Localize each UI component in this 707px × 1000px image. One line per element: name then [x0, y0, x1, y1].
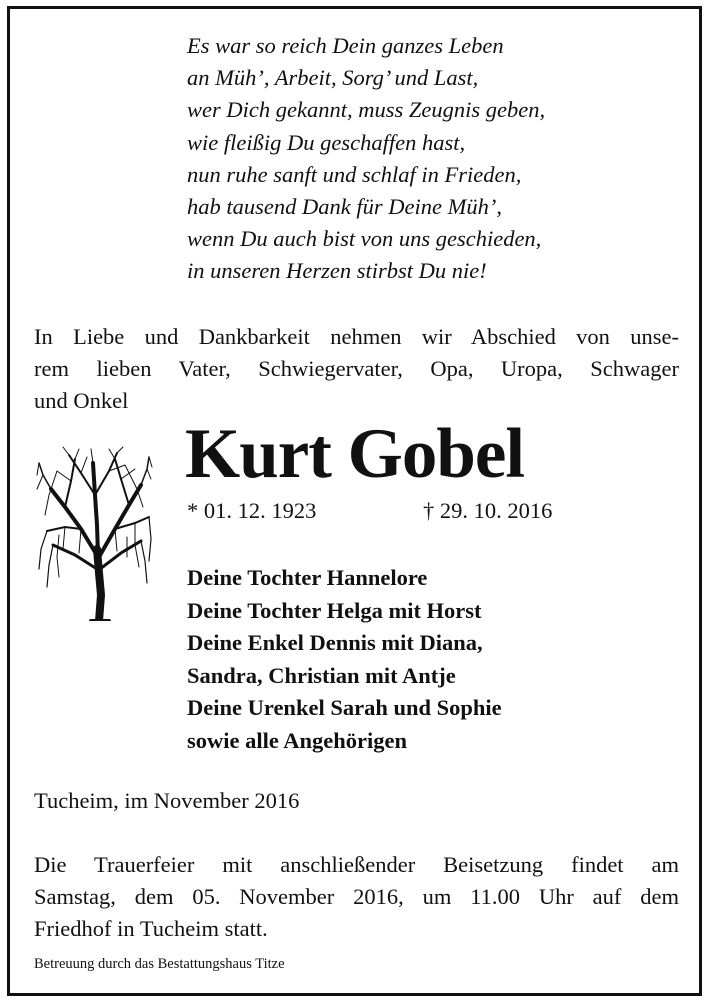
intro-line: In Liebe und Dankbarkeit nehmen wir Abschied von unse- [34, 324, 679, 349]
mourner-line: sowie alle Angehörigen [187, 727, 407, 753]
poem-line: hab tausend Dank für Deine Müh’, [187, 194, 502, 220]
place-date: Tucheim, im November 2016 [34, 788, 300, 813]
mourners-list [187, 562, 667, 758]
intro-line: rem lieben Vater, Schwiegervater, Opa, Uropa, Schwager [34, 356, 679, 381]
death-date: † 29. 10. 2016 [423, 498, 553, 523]
poem-line: wenn Du auch bist von uns geschieden, [187, 226, 542, 252]
poem-line: wer Dich gekannt, muss Zeugnis geben, [187, 97, 546, 123]
poem-line: Es war so reich Dein ganzes Leben [187, 33, 504, 58]
service-line: Die Trauerfeier mit anschließender Beisetzung findet am [34, 852, 679, 877]
mourner-line: Deine Tochter Helga mit Horst [187, 597, 482, 623]
deceased-name: Kurt Gobel [185, 415, 525, 493]
mourner-line: Deine Tochter Hannelore [187, 565, 428, 590]
poem-line: nun ruhe sanft und schlaf in Frieden, [187, 161, 522, 187]
service-line: Friedhof in Tucheim statt. [34, 916, 268, 941]
mourner-line: Deine Enkel Dennis mit Diana, [187, 630, 483, 656]
funeral-home-credit: Betreuung durch das Bestattungshaus Titze [34, 956, 285, 972]
poem-line: wie fleißig Du geschaffen hast, [187, 129, 466, 155]
mourner-line: Sandra, Christian mit Antje [187, 662, 456, 688]
bare-tree-icon [35, 445, 153, 621]
farewell-intro [34, 321, 679, 417]
intro-line: und Onkel [34, 388, 129, 413]
memorial-poem [187, 30, 657, 288]
life-dates [187, 496, 627, 526]
service-line: Samstag, dem 05. November 2016, um 11.00 Uhr auf dem [34, 884, 679, 909]
mourner-line: Deine Urenkel Sarah und Sophie [187, 695, 502, 721]
obituary-notice [7, 6, 702, 996]
poem-line: an Müh’, Arbeit, Sorg’ und Last, [187, 65, 479, 91]
funeral-service-info [34, 849, 679, 945]
birth-date: * 01. 12. 1923 [187, 498, 317, 523]
poem-line: in unseren Herzen stirbst Du nie! [187, 258, 487, 284]
